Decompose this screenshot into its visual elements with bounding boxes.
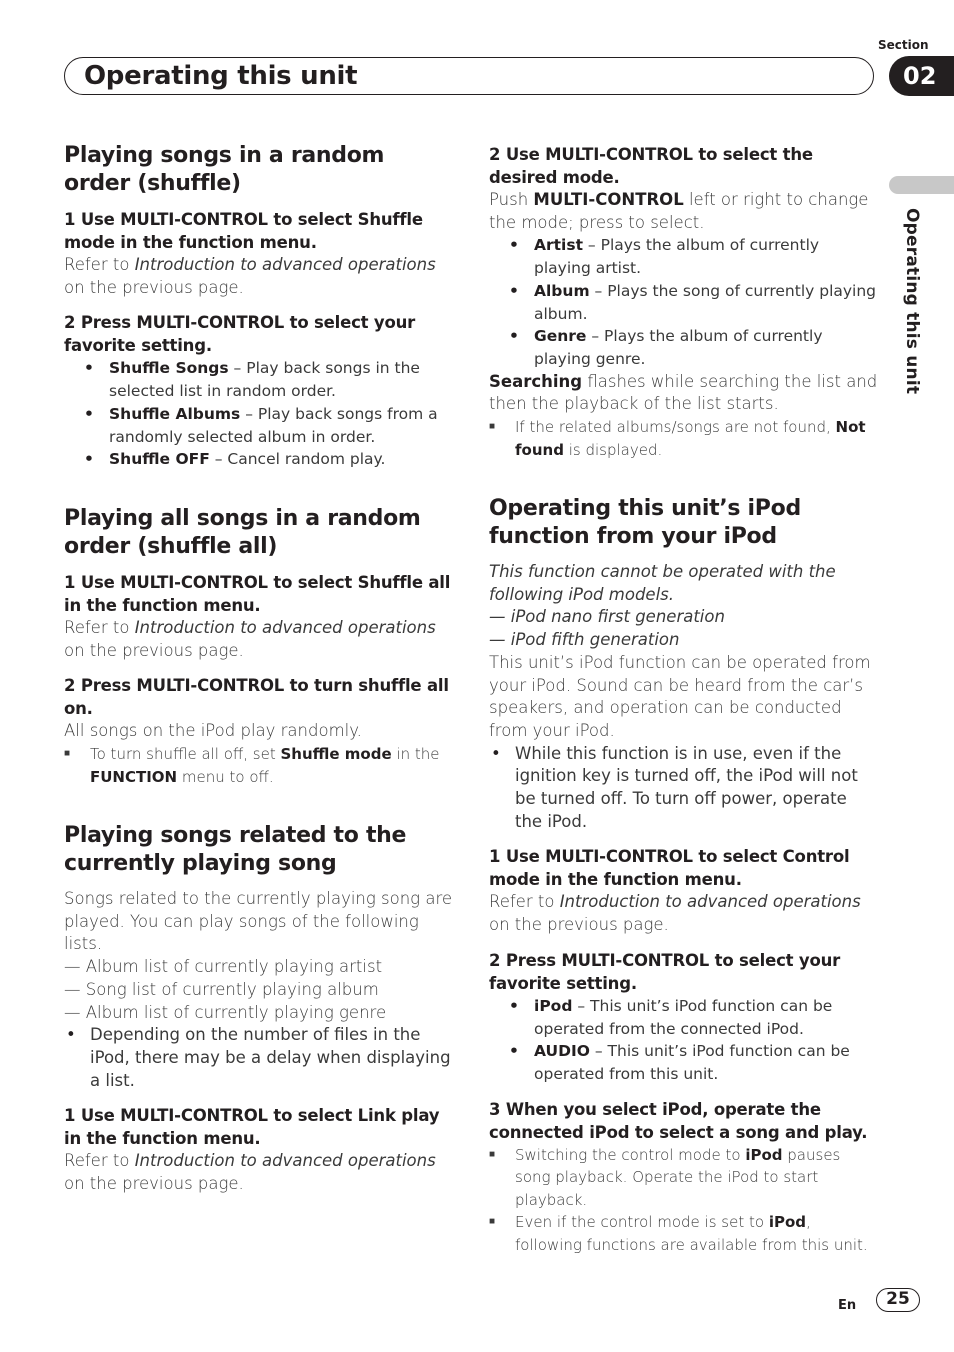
shuffle-all-step-1: 1 Use MULTI-CONTROL to select Shuffle all in the function menu.: [64, 572, 451, 615]
page-number: 25: [876, 1288, 920, 1312]
searching-text: Searching flashes while searching the list and then the playback of the list starts.: [489, 371, 878, 414]
ipod-italic-2: — iPod nano first generation: [489, 607, 725, 627]
list-item: • AUDIO – This unit’s iPod function can be operated from this unit.: [489, 1040, 879, 1085]
shuffle-refer: Refer to Introduction to advanced operations on the previous page.: [64, 255, 436, 297]
shuffle-all-step-2: 2 Press MULTI-CONTROL to turn shuffle all on.: [64, 676, 449, 719]
ipod-step-2: 2 Press MULTI-CONTROL to select your favorite setting.: [489, 950, 841, 993]
shuffle-options-list: [64, 357, 456, 471]
language-label: En: [838, 1298, 857, 1313]
ipod-setting-list: [489, 995, 879, 1086]
link-bullet-list: [64, 1024, 456, 1092]
link-step-2: 2 Use MULTI-CONTROL to select the desired mode.: [489, 145, 813, 187]
ipod-body: This unit’s iPod function can be operated from your iPod. Sound can be heard from the car’s speakers, and operation can be conducted from your iPod.: [489, 652, 871, 740]
ipod-italic-3: — iPod fifth generation: [489, 630, 680, 650]
heading-shuffle: Playing songs in a random order (shuffle): [64, 143, 385, 196]
shuffle-step-2: 2 Press MULTI-CONTROL to select your favorite setting.: [64, 313, 416, 356]
link-mode-list: [489, 234, 879, 370]
ipod-note-2: ■ Even if the control mode is set to iPod, following functions are available from this unit.: [489, 1211, 879, 1256]
ipod-note-1: ■ Switching the control mode to iPod pauses song playback. Operate the iPod to start playback.: [489, 1144, 879, 1212]
heading-ipod-control: Operating this unit’s iPod function from your iPod: [489, 496, 801, 550]
heading-shuffle-all: Playing all songs in a random order (shuffle all): [64, 505, 421, 559]
list-item: • iPod – This unit’s iPod function can be operated from the connected iPod.: [489, 995, 879, 1040]
link-push-text: Push MULTI-CONTROL left or right to change the mode; press to select.: [489, 190, 869, 232]
list-item: • Shuffle Albums – Play back songs from a randomly selected album in order.: [64, 403, 456, 448]
left-column: [64, 142, 456, 1196]
heading-link-play: Playing songs related to the currently playing song: [64, 823, 407, 877]
side-section-label: Operating this unit: [902, 208, 922, 395]
list-item: • Depending on the number of files in the iPod, there may be a delay when displaying a list.: [64, 1024, 456, 1092]
link-list-1: — Album list of currently playing artist: [64, 957, 383, 977]
shuffle-all-note: ■ To turn shuffle all off, set Shuffle mode in the FUNCTION menu to off.: [64, 743, 456, 788]
ipod-step-3: 3 When you select iPod, operate the connected iPod to select a song and play.: [489, 1099, 868, 1142]
list-item: • Shuffle OFF – Cancel random play.: [64, 448, 456, 471]
ipod-italic-1: This function cannot be operated with the following iPod models.: [489, 562, 836, 604]
section-number-badge: 02: [889, 56, 954, 96]
list-item: • Shuffle Songs – Play back songs in the selected list in random order.: [64, 357, 456, 402]
ipod-step-1: 1 Use MULTI-CONTROL to select Control mode in the function menu.: [489, 847, 850, 890]
section-label: Section: [878, 38, 929, 52]
link-refer: Refer to Introduction to advanced operations on the previous page.: [64, 1151, 436, 1194]
link-play-body: Songs related to the currently playing song are played. You can play songs of the following lists.: [64, 889, 453, 954]
page-title: Operating this unit: [84, 61, 358, 91]
list-item: • Album – Plays the song of currently playing album.: [489, 280, 879, 325]
list-item: • While this function is in use, even if the ignition key is turned off, the iPod will not be turned off. To turn off power, operate the iPod.: [489, 743, 879, 834]
ipod-refer: Refer to Introduction to advanced operations on the previous page.: [489, 892, 861, 935]
right-column: [489, 143, 879, 1256]
link-step-1: 1 Use MULTI-CONTROL to select Link play in the function menu.: [64, 1106, 440, 1149]
list-item: • Genre – Plays the album of currently playing genre.: [489, 325, 879, 370]
shuffle-step-1: 1 Use MULTI-CONTROL to select Shuffle mode in the function menu.: [64, 210, 423, 252]
ipod-bullet-list: [489, 743, 879, 834]
link-list-3: — Album list of currently playing genre: [64, 1002, 387, 1022]
shuffle-all-refer: Refer to Introduction to advanced operations on the previous page.: [64, 617, 436, 660]
link-list-2: — Song list of currently playing album: [64, 979, 379, 999]
side-tab-marker: [889, 176, 954, 194]
not-found-note: ■ If the related albums/songs are not found, Not found is displayed.: [489, 416, 879, 461]
shuffle-all-body: All songs on the iPod play randomly.: [64, 721, 362, 741]
list-item: • Artist – Plays the album of currently playing artist.: [489, 234, 879, 279]
